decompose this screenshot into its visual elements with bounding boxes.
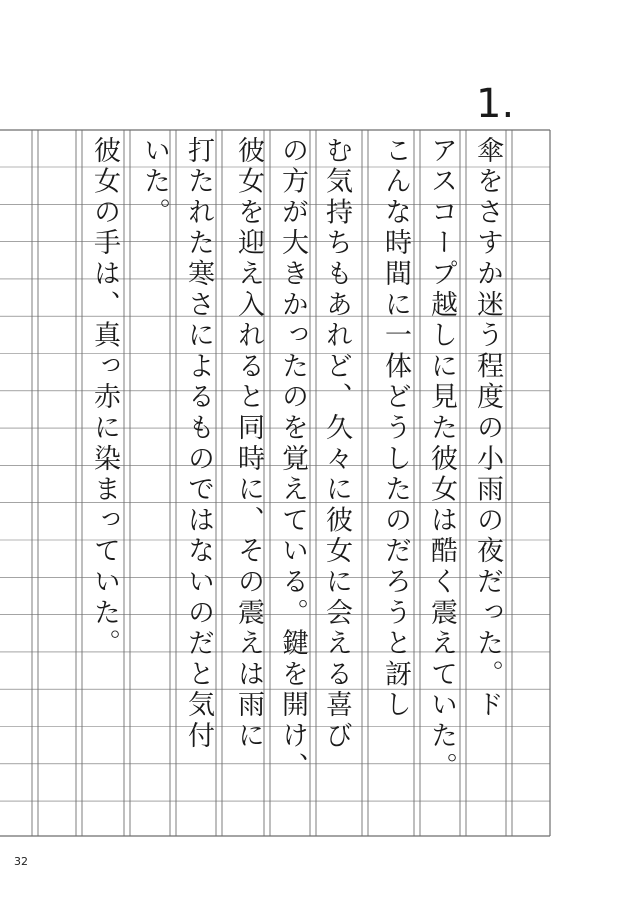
section-number: 1. xyxy=(476,81,515,127)
column-1: 傘をさすか迷う程度の小雨の夜だった。ド xyxy=(472,136,503,722)
column-7: 打たれた寒さによるものではないのだと気付 xyxy=(183,136,214,752)
column-8: いた。 xyxy=(139,136,170,229)
column-4: む気持ちもあれど、久々に彼女に会える喜び xyxy=(321,136,352,752)
column-5: の方が大きかったのを覚えている。鍵を開け、 xyxy=(277,136,308,783)
column-10: 彼女の手は、真っ赤に染まっていた。 xyxy=(89,136,120,660)
page-number: 32 xyxy=(14,855,28,868)
column-6: 彼女を迎え入れると同時に、その震えは雨に xyxy=(233,136,264,752)
column-2: アスコープ越しに見た彼女は酷く震えていた。 xyxy=(426,136,457,783)
column-3: こんな時間に一体どうしたのだろうと訝し xyxy=(380,136,411,722)
